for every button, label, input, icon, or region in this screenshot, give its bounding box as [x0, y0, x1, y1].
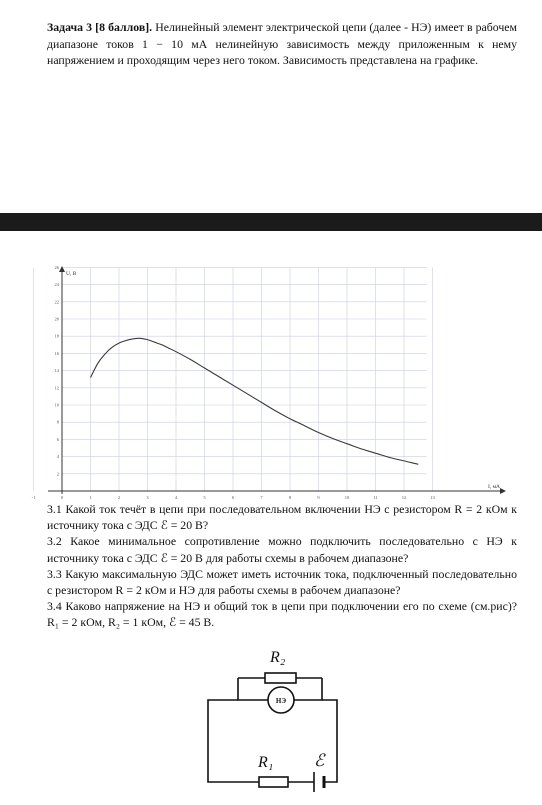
question-text: Какой ток течёт в цепи при последовательном включении НЭ с резистором R = 2 кОм к источнику тока с ЭДС ℰ = 20 В? [47, 502, 517, 533]
x-tick-label: 7 [260, 495, 263, 500]
question-3-1 [47, 501, 517, 533]
r1-label: R₁ [258, 754, 274, 771]
wire-branch-left [238, 678, 268, 700]
y-tick-label: 22 [54, 299, 59, 305]
y-tick-label: 14 [54, 368, 59, 374]
x-tick-label: 3 [146, 495, 149, 500]
y-axis-label: U, В [66, 271, 77, 277]
y-tick-label: 6 [56, 436, 59, 442]
question-text: Каково напряжение на НЭ и общий ток в цепи при подключении его по схеме (см.рис)? R₁ = 2 кОм, R₂ = 1 кОм, ℰ = 45 В. [47, 599, 517, 630]
x-tick-label: 8 [288, 495, 292, 500]
x-tick-label: 9 [317, 495, 320, 500]
question-number: 3.4 [47, 599, 62, 614]
wire-branch-right [294, 678, 322, 700]
question-number: 3.1 [47, 502, 62, 516]
y-tick-label: 16 [54, 350, 59, 356]
x-tick-label: 5 [203, 495, 206, 500]
x-tick-label: 2 [117, 495, 121, 500]
chart-axes [48, 266, 506, 494]
task-heading: Задача 3 [8 баллов]. [47, 20, 153, 34]
x-axis-label: I, мА [488, 484, 501, 490]
y-axis-arrow [59, 266, 65, 272]
chart-ticks [32, 265, 436, 500]
y-tick-label: 4 [56, 454, 59, 460]
x-tick-label: -1 [31, 495, 36, 500]
x-tick-label: 1 [89, 495, 92, 500]
x-tick-label: 11 [373, 495, 378, 500]
questions-list [47, 501, 517, 631]
question-3-2 [47, 533, 517, 565]
resistor-r2 [265, 673, 296, 683]
question-3-4 [47, 598, 517, 630]
y-tick-label: 2 [56, 471, 59, 477]
y-tick-label: 26 [54, 264, 59, 270]
resistor-r1 [259, 777, 288, 787]
question-text: Какое минимальное сопротивление можно подключить последовательно с НЭ к источнику тока с ЭДС ℰ = 20 В для работы схемы в рабочем диапазоне? [47, 534, 517, 565]
question-number: 3.3 [47, 566, 62, 581]
y-tick-label: 24 [54, 282, 59, 288]
x-tick-label: 12 [401, 495, 407, 500]
emf-label: ℰ [314, 751, 325, 770]
voltage-current-chart [31, 262, 510, 506]
x-axis-arrow [500, 488, 506, 494]
y-tick-label: 8 [56, 419, 59, 425]
y-tick-label: 10 [54, 402, 59, 408]
element-label: НЭ [275, 697, 287, 705]
task-body: Нелинейный элемент электрической цепи (далее - НЭ) имеет в рабочем диапазоне токов 1 − 10 мА нелинейную зависимость между приложенным к нему напряжением и проходящим через него током. Зависимость представлена на графике. [47, 20, 518, 67]
chart-grid [34, 264, 433, 491]
wire-left [208, 700, 259, 782]
page-divider-band [0, 213, 542, 231]
question-3-3 [47, 566, 517, 598]
chart-svg [31, 262, 510, 506]
task-statement [47, 19, 517, 69]
circuit-diagram [190, 640, 350, 800]
r2-label: R₂ [270, 649, 286, 666]
series-line [91, 338, 419, 464]
question-text: Какую максимальную ЭДС может иметь источник тока, подключенный последовательно с резистором R = 2 кОм и НЭ для работы схемы в рабочем диапазоне? [47, 566, 517, 598]
x-tick-label: 13 [430, 495, 435, 500]
y-tick-label: 18 [54, 333, 59, 339]
x-tick-label: 10 [344, 495, 350, 500]
x-tick-label: 6 [231, 495, 235, 500]
question-number: 3.2 [47, 534, 62, 549]
circuit-svg [190, 640, 350, 800]
y-tick-label: 12 [54, 385, 59, 391]
x-tick-label: 0 [60, 495, 64, 500]
y-tick-label: 20 [54, 316, 59, 322]
x-tick-label: 4 [174, 495, 178, 500]
